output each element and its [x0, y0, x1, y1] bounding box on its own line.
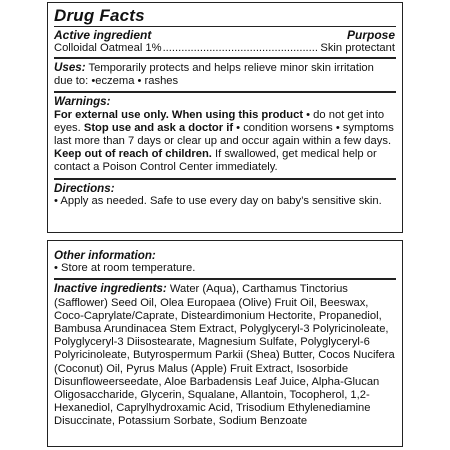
active-ingredient-heading: Active ingredient: [54, 28, 152, 42]
other-information-label: Other information:: [54, 249, 156, 262]
active-ingredient-header: [48, 27, 402, 42]
warnings-text-2: • condition worsens • symptoms last more than 7 days or clear up and occur again within a few days.: [54, 121, 394, 148]
directions-label: Directions:: [54, 181, 115, 195]
drug-facts-panel: [47, 2, 403, 233]
purpose-heading: Purpose: [346, 28, 395, 42]
other-information-section: [48, 241, 402, 275]
active-ingredient-name: Colloidal Oatmeal 1%: [54, 42, 162, 54]
directions-text: • Apply as needed. Safe to use every day on baby’s sensitive skin.: [54, 194, 382, 207]
uses-text: Temporarily protects and helps relieve minor skin irritation due to: •eczema • rashes: [54, 62, 374, 88]
active-ingredient-purpose: Skin protectant: [320, 42, 395, 54]
warnings-keep-out: Keep out of reach of children.: [54, 148, 212, 161]
warnings-label: Warnings:: [54, 95, 111, 109]
directions-section: [48, 180, 402, 208]
warnings-external-use: For external use only. When using this product: [54, 108, 304, 121]
drug-facts-continued-panel: [47, 240, 403, 447]
warnings-text-3: If swallowed, get medical help or contact a Poison Control Center immediately.: [54, 148, 377, 174]
leader-dots: [163, 42, 320, 55]
panel-title: Drug Facts: [54, 6, 145, 25]
warnings-stop-use: Stop use and ask a doctor if: [83, 121, 234, 134]
inactive-ingredients-section: [48, 280, 402, 431]
inactive-ingredients-label: Inactive ingredients:: [54, 282, 167, 296]
inactive-ingredients-text: Water (Aqua), Carthamus Tinctorius (Safflower) Seed Oil, Olea Europaea (Olive) Fruit Oil, Beeswax, Coco-Caprylate/Caprate, Disteardimonium Hectorite, Propanediol, Bambusa Arundinacea Stem Extract, Polyglyceryl-3 Polyricinoleate, Polyglyceryl-3 Diisostearate, Magnesium Sulfate, Polyglyceryl-6 Polyricinoleate, Butyrospermum Parkii (Shea) Butter, Cocos Nucifera (Coconut) Oil, Pyrus Malus (Apple) Fruit Extract, Isosorbide Disunfloweerseedate, Aloe Barbadensis Leaf Juice, Alpha-Glucan Oligosaccharide, Glycerin, Squalane, Allantoin, Tocopherol, 1,2-Hexanediol, Caprylhydroxamic Acid, Trisodium Ethylenediamine Disuccinate, Potassium Sorbate, Sodium Benzoate: [54, 283, 395, 428]
other-information-text: • Store at room temperature.: [54, 262, 196, 275]
active-ingredient-row: [48, 42, 402, 57]
warnings-text-1: • do not get into eyes.: [54, 108, 385, 134]
uses-label: Uses:: [54, 61, 86, 74]
warnings-text: [54, 109, 395, 175]
warnings-section: [48, 93, 402, 174]
uses-section: [48, 59, 402, 91]
